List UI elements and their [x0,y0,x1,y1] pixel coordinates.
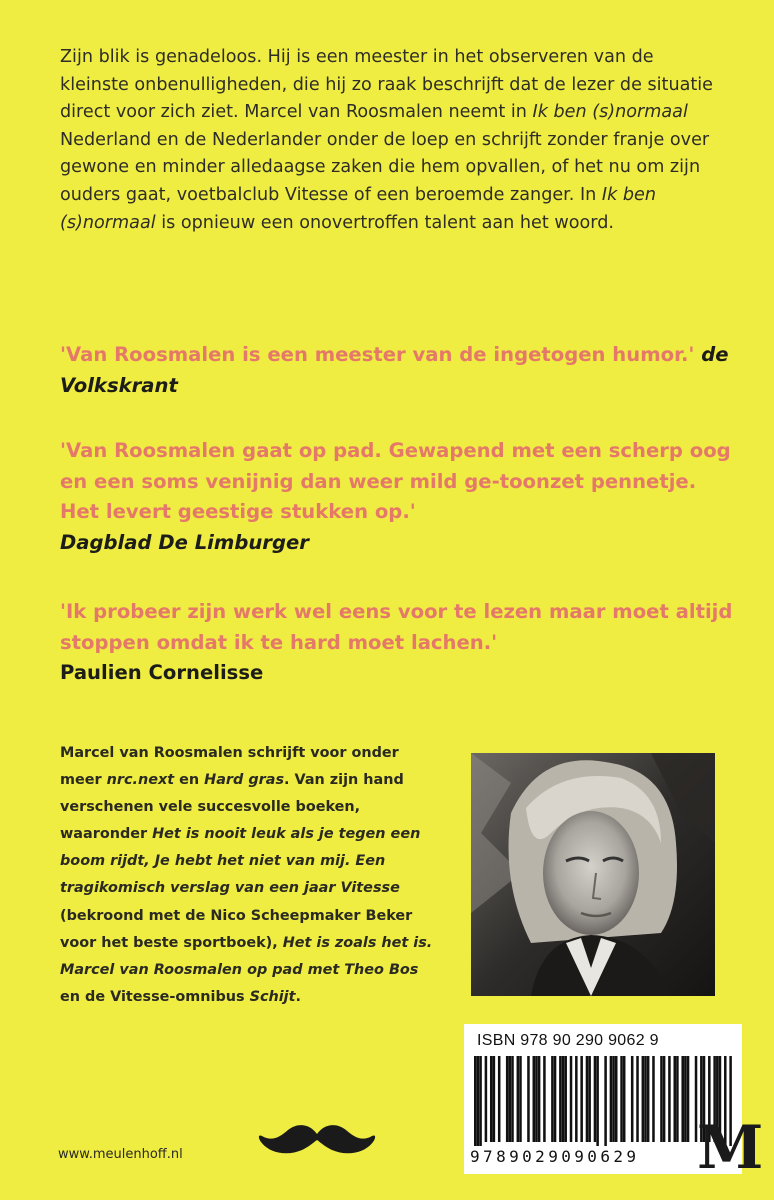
barcode-bar [623,1056,626,1142]
barcode-bar [676,1056,679,1142]
barcode-bar [668,1056,671,1142]
barcode-bar [610,1056,613,1142]
back-cover-blurb [60,44,720,237]
quote-source: de Volkskrant [60,343,729,397]
publisher-website: www.meulenhoff.nl [58,1147,183,1162]
barcode-bar [498,1056,501,1142]
review-quote [60,340,740,401]
barcode-bar [509,1056,512,1142]
barcode-bar [517,1056,520,1142]
barcode-bar [687,1056,690,1142]
blurb-text: Zijn blik is genadeloos. Hij is een meester in het observeren van de kleinste onbenulligheden, die hij zo raak beschrijft dat de lezer de situatie direct voor zich ziet. Marcel van Roosmalen neemt in [60,47,713,123]
barcode-bar [506,1056,509,1142]
barcode-bar [604,1056,607,1146]
barcode-bar [684,1056,687,1142]
barcode-bar [631,1056,634,1142]
barcode-bar [575,1056,578,1142]
barcode-bar [647,1056,650,1142]
book-title: Ik ben (s)normaal [532,102,688,123]
isbn-digits: 9789029090629 [470,1147,640,1166]
barcode-bar [559,1056,562,1142]
barcode-bar [644,1056,647,1142]
barcode-bar [527,1056,530,1142]
review-quote [60,436,740,558]
barcode-bar [543,1056,546,1142]
quote-source: Dagblad De Limburger [60,530,309,554]
barcode-bar [681,1056,684,1142]
barcode-bar [580,1056,583,1142]
barcode-bar [485,1056,488,1142]
barcode-bar [493,1056,496,1142]
barcode-bar [474,1056,477,1146]
barcode-bar [588,1056,591,1142]
barcode-bar [490,1056,493,1142]
barcode-bar [554,1056,557,1142]
blurb-text: is opnieuw een onovertroffen talent aan het woord. [155,212,614,233]
author-bio: Marcel van Roosmalen schrijft voor onder meer nrc.next en Hard gras. Van zijn hand verschenen vele succesvolle boeken, waaronder Het is nooit leuk als je tegen een boom rijdt, Je hebt het niet van mij. Een tragikomisch verslag van een jaar Vitesse (bekroond met de Nico Scheepmaker Beker voor het beste sportboek), Het is zoals het is. Marcel van Roosmalen op pad met Theo Bos en de Vitesse-omnibus Schijt. [60,745,433,1005]
barcode-bar [511,1056,514,1142]
barcode-bar [477,1056,480,1146]
blurb-text: Nederland en de Nederlander onder de loep en schrijft zonder franje over gewone en minder alledaagse zaken die hem opvallen, of het nu om zijn ouders gaat, voetbalclub Vitesse of een beroemde zanger. In [60,129,710,205]
barcode-bar [596,1056,599,1146]
barcode-bar [612,1056,615,1142]
barcode-bar [636,1056,639,1142]
publisher-logo: M [697,1113,764,1183]
book-title: Ik ben (s)normaal [60,184,657,233]
author-photo-icon [471,753,715,996]
barcode-bar [538,1056,541,1142]
barcode-bar [660,1056,663,1142]
quote-source: Paulien Cornelisse [60,661,264,684]
barcode-bar [479,1056,482,1146]
barcode-bar [551,1056,554,1142]
barcode-icon [474,1056,732,1146]
quote-text: 'Ik probeer zijn werk wel eens voor te lezen maar moet altijd stoppen omdat ik te hard moet lachen.' [60,600,733,654]
barcode-bar [594,1056,597,1142]
barcode-bar [564,1056,567,1142]
barcode-bar [535,1056,538,1142]
review-quote [60,597,740,689]
barcode-bar [615,1056,618,1142]
mustache-icon [258,1120,376,1164]
barcode-bar [642,1056,645,1142]
barcode-bar [570,1056,573,1142]
barcode-bar [663,1056,666,1142]
barcode-bar [620,1056,623,1142]
barcode-bar [586,1056,589,1142]
barcode-bar [562,1056,565,1142]
author-photo [471,753,715,996]
barcode-bar [652,1056,655,1142]
barcode-bar [519,1056,522,1142]
barcode-bar [673,1056,676,1142]
isbn-label: ISBN 978 90 290 9062 9 [477,1032,659,1049]
quote-text: 'Van Roosmalen is een meester van de ingetogen humor.' [60,343,695,366]
barcode-bar [533,1056,536,1142]
quote-text: 'Van Roosmalen gaat op pad. Gewapend met een scherp oog en een soms venijnig dan weer mild ge-toonzet pennetje. Het levert geestige stukken op.' [60,439,731,523]
